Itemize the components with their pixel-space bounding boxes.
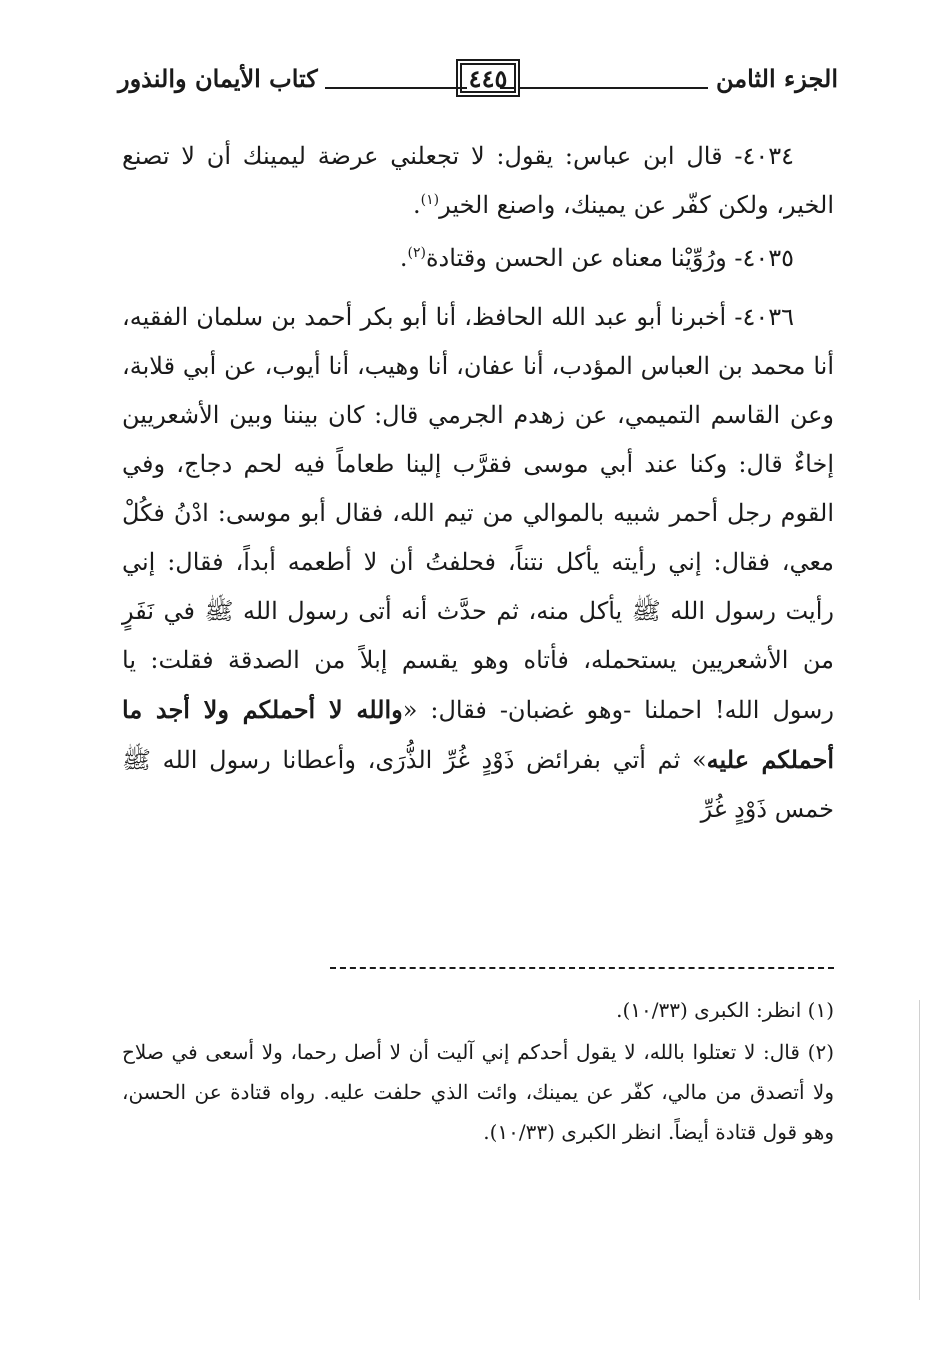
footnote-ref: (١) [420, 192, 440, 208]
header-rule-right [500, 87, 708, 89]
paragraph-text: ٤٠٣٤- قال ابن عباس: يقول: لا تجعلني عرضة ليمينك أن لا تصنع الخير، ولكن كفّر عن يمينك، واصنع الخير [122, 142, 834, 219]
footnote-separator [330, 967, 834, 969]
footnote-marker: (١) [807, 998, 834, 1022]
page-number-box [456, 59, 520, 97]
header-rule-left [325, 87, 467, 89]
hadith-4034 [122, 132, 834, 230]
paragraph-text: ٤٠٣٥- ورُوِّيْنا معناه عن الحسن وقتادة [425, 244, 794, 272]
footnotes [122, 990, 834, 1154]
footnote-ref: (٢) [407, 245, 426, 261]
part-label: الجزء الثامن [715, 64, 838, 93]
margin-rule [919, 1000, 920, 1300]
footnote-1 [122, 990, 834, 1030]
main-text [122, 132, 834, 834]
footnote-text: انظر: الكبرى (١٠/٣٣). [616, 998, 802, 1022]
prophet-quote: والله لا أحملكم ولا أجد ما أحملكم عليه [122, 695, 835, 774]
hadith-4036 [122, 293, 834, 834]
paragraph-tail: . [399, 244, 408, 272]
footnote-text: قال: لا تعتلوا بالله، لا يقول أحدكم إني آليت أن لا أصل رحما، ولا أسعى في صلاح ولا أتصدق من مالي، كفّر عن يمينك، وائت الذي حلفت عليه. رواه قتادة عن الحسن، وهو قول قتادة أيضاً. انظر الكبرى (١٠/٣٣). [122, 1040, 834, 1144]
page-number: ٤٤٥ [468, 63, 508, 93]
paragraph-text: ٤٠٣٦- أخبرنا أبو عبد الله الحافظ، أنا أبو بكر أحمد بن سلمان الفقيه، أنا محمد بن العباس المؤدب، أنا عفان، أنا وهيب، أنا أيوب، عن أبي قلابة، وعن القاسم التميمي، عن زهدم الجرمي قال: كان بيننا وبين الأشعريين إخاءٌ قال: وكنا عند أبي موسى فقرَّب إلينا طعاماً فيه لحم دجاج، وفي القوم رجل أحمر شبيه بالموالي من تيم الله، فقال أبو موسى: ادْنُ فكُلْ معي، فقال: إني رأيته يأكل نتناً، فحلفتُ أن لا أطعمه أبداً، فقال: إني رأيت رسول الله ﷺ يأكل منه، ثم حدَّث أنه أتى رسول الله ﷺ في نَفَرٍ من الأشعريين يستحمله، فأتاه وهو يقسم إبلاً من الصدقة فقلت: يا رسول الله! احملنا -وهو غضبان- فقال: « [122, 303, 834, 724]
paragraph-text-continued: » ثم أتي بفرائض ذَوْدٍ غُرِّ الذُّرَى، وأعطانا رسول الله ﷺ خمس ذَوْدٍ غُرِّ [122, 746, 834, 823]
page-header [118, 54, 838, 104]
paragraph-tail: . [412, 191, 421, 219]
book-title: كتاب الأيمان والنذور [118, 64, 318, 93]
hadith-4035 [122, 234, 834, 283]
footnote-marker: (٢) [807, 1040, 835, 1064]
footnote-2 [122, 1032, 834, 1152]
